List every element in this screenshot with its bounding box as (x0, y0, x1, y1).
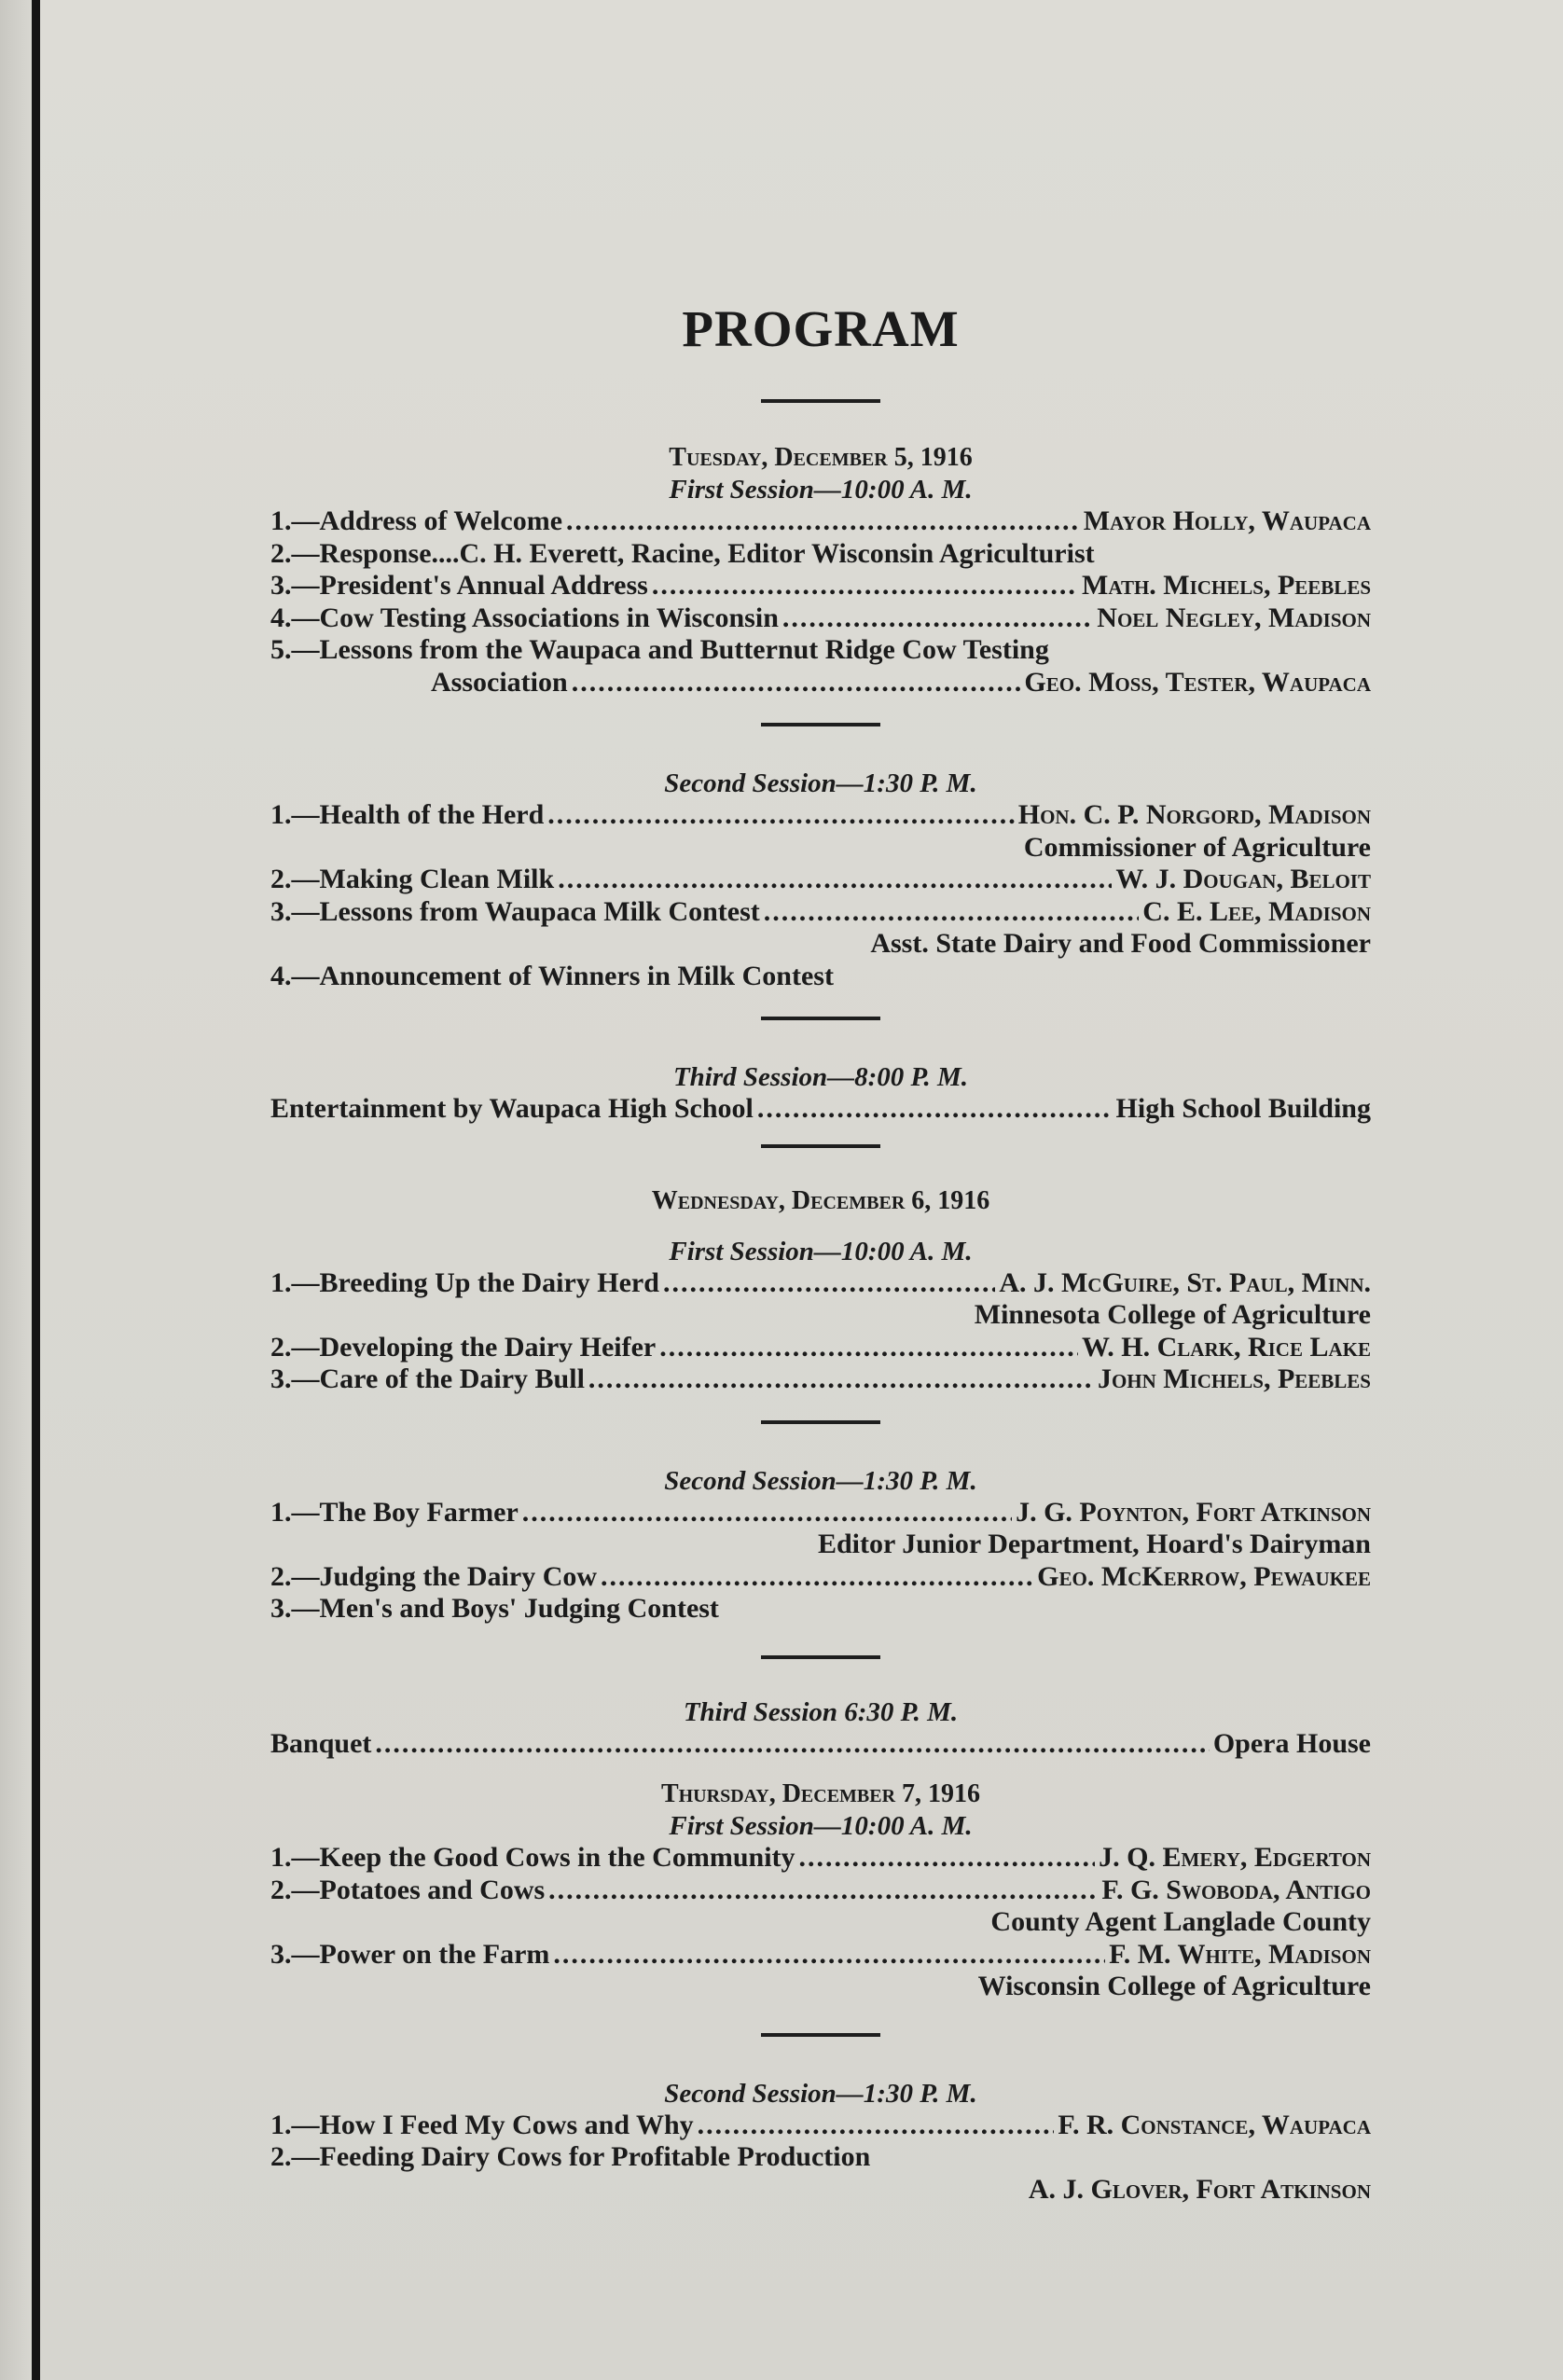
item-speaker: J. Q. Emery, Edgerton (1099, 1842, 1371, 1873)
day-heading: Tuesday, December 5, 1916 (669, 443, 973, 472)
item-topic: The Boy Farmer (319, 1496, 519, 1528)
session-heading: First Session—10:00 A. M. (669, 475, 973, 505)
program-item (270, 1363, 1371, 1396)
item-number: 2.— (270, 1874, 320, 1905)
item-speaker: C. E. Lee, Madison (1142, 895, 1371, 927)
item-speaker: Geo. McKerrow, Pewaukee (1037, 1560, 1371, 1592)
item-topic: Keep the Good Cows in the Community (319, 1842, 795, 1873)
program-item (270, 602, 1371, 635)
item-speaker: Opera House (1212, 1727, 1371, 1759)
program-item (270, 667, 1371, 699)
leader-dots (757, 1093, 1113, 1126)
session-heading: First Session—10:00 A. M. (669, 1236, 973, 1266)
item-topic: Lessons from Waupaca Milk Contest (319, 895, 760, 927)
item-topic: Men's and Boys' Judging Contest (319, 1593, 719, 1624)
item-speaker: W. H. Clark, Rice Lake (1082, 1331, 1371, 1363)
program-item (270, 896, 1371, 929)
item-topic: Care of the Dairy Bull (319, 1363, 585, 1394)
item-topic: Power on the Farm (319, 1938, 550, 1970)
item-topic: Health of the Herd (319, 799, 545, 830)
session-heading: Third Session 6:30 P. M. (683, 1696, 959, 1727)
leader-dots (652, 570, 1078, 602)
item-topic: Developing the Dairy Heifer (319, 1331, 657, 1363)
program-item (270, 1875, 1371, 1907)
item-topic: Association (431, 666, 568, 698)
item-number: 5.— (270, 634, 320, 665)
item-speaker: Geo. Moss, Tester, Waupaca (1024, 666, 1371, 698)
item-number: 1.— (270, 1842, 320, 1873)
leader-dots (553, 1939, 1105, 1972)
session-heading: First Session—10:00 A. M. (669, 1811, 973, 1841)
item-topic: Potatoes and Cows (319, 1874, 546, 1905)
session-heading: Second Session—1:30 P. M. (664, 768, 977, 798)
item-number: 3.— (270, 1938, 320, 1970)
leader-dots (698, 2110, 1055, 2142)
divider (761, 1420, 880, 1424)
session-heading: Second Session—1:30 P. M. (664, 1465, 977, 1496)
item-topic: Cow Testing Associations in Wisconsin (319, 602, 779, 633)
leader-dots (558, 864, 1112, 896)
program-content (270, 298, 1371, 2206)
program-item (270, 538, 1371, 571)
item-topic: Feeding Dairy Cows for Profitable Production (319, 2141, 871, 2172)
program-item (270, 1939, 1371, 1972)
item-speaker: W. J. Dougan, Beloit (1115, 864, 1371, 894)
item-number: 2.— (270, 864, 320, 894)
item-number: 1.— (270, 505, 320, 536)
item-topic: Banquet (270, 1727, 372, 1759)
program-item (270, 1842, 1371, 1875)
item-number: 3.— (270, 1593, 320, 1624)
leader-dots (572, 667, 1021, 699)
leader-dots (782, 602, 1093, 635)
program-item (270, 570, 1371, 602)
item-speaker: Mayor Holly, Waupaca (1083, 505, 1371, 536)
item-topic: Lessons from the Waupaca and Butternut Ridge Cow Testing (319, 634, 1049, 665)
program-item (270, 1497, 1371, 1529)
program-item (270, 2141, 1371, 2174)
program-item (270, 1728, 1371, 1761)
item-speaker: F. M. White, Madison (1109, 1938, 1371, 1970)
item-number: 3.— (270, 570, 320, 601)
item-number: 3.— (270, 1363, 320, 1394)
program-item (270, 505, 1371, 538)
program-item (270, 1267, 1371, 1300)
speaker-affiliation: County Agent Langlade County (990, 1906, 1371, 1937)
item-number: 1.— (270, 2109, 320, 2140)
item-number: 4.— (270, 602, 320, 633)
item-number: 3.— (270, 895, 320, 927)
speaker-affiliation: Asst. State Dairy and Food Commissioner (870, 928, 1371, 959)
item-number: 2.— (270, 2141, 320, 2172)
leader-dots (588, 1363, 1094, 1396)
session-heading: Third Session—8:00 P. M. (672, 1062, 969, 1092)
program-item (270, 1332, 1371, 1364)
leader-dots (663, 1267, 995, 1300)
leader-dots (764, 896, 1140, 929)
item-topic: Response....C. H. Everett, Racine, Editor Wisconsin Agriculturist (319, 537, 1095, 569)
program-item (270, 1093, 1371, 1126)
program-item (270, 799, 1371, 832)
program-item (270, 634, 1371, 667)
item-speaker: J. G. Poynton, Fort Atkinson (1016, 1496, 1371, 1528)
binding-shadow (0, 0, 32, 2380)
divider (761, 1144, 880, 1148)
program-item (270, 2110, 1371, 2142)
program-item (270, 1561, 1371, 1594)
item-topic: How I Feed My Cows and Why (319, 2109, 694, 2140)
leader-dots (548, 1875, 1098, 1907)
program-item (270, 1593, 1371, 1626)
item-topic: Judging the Dairy Cow (319, 1560, 598, 1592)
speaker-affiliation: A. J. Glover, Fort Atkinson (1028, 2173, 1371, 2205)
speaker-affiliation: Commissioner of Agriculture (1023, 831, 1371, 863)
session-heading: Second Session—1:30 P. M. (664, 2078, 977, 2109)
leader-dots (547, 799, 1014, 832)
item-speaker: Hon. C. P. Norgord, Madison (1017, 799, 1371, 830)
item-speaker: F. R. Constance, Waupaca (1058, 2109, 1371, 2140)
program-item (270, 864, 1371, 896)
item-speaker: A. J. McGuire, St. Paul, Minn. (999, 1266, 1371, 1298)
leader-dots (601, 1561, 1033, 1594)
item-speaker: Noel Negley, Madison (1097, 602, 1371, 633)
item-number: 2.— (270, 537, 320, 569)
program-item (270, 961, 1371, 993)
page-title: PROGRAM (682, 300, 960, 357)
item-number: 1.— (270, 1496, 320, 1528)
item-topic: President's Annual Address (319, 570, 648, 601)
divider (761, 399, 880, 403)
item-topic: Address of Welcome (319, 505, 563, 536)
item-speaker: John Michels, Peebles (1097, 1363, 1371, 1394)
leader-dots (799, 1842, 1096, 1875)
speaker-affiliation: Editor Junior Department, Hoard's Dairyman (817, 1529, 1371, 1559)
divider (761, 2033, 880, 2037)
leader-dots (566, 505, 1080, 538)
divider (761, 1655, 880, 1659)
divider (761, 1017, 880, 1020)
leader-dots (375, 1728, 1209, 1761)
speaker-affiliation: Wisconsin College of Agriculture (977, 1971, 1371, 2001)
item-topic: Announcement of Winners in Milk Contest (319, 960, 834, 991)
item-number: 2.— (270, 1331, 320, 1363)
leader-dots (522, 1497, 1012, 1529)
item-speaker: High School Building (1115, 1093, 1371, 1124)
item-number: 2.— (270, 1560, 320, 1592)
item-speaker: Math. Michels, Peebles (1082, 570, 1371, 601)
speaker-affiliation: Minnesota College of Agriculture (974, 1299, 1371, 1330)
item-topic: Entertainment by Waupaca High School (270, 1093, 754, 1124)
divider (761, 723, 880, 726)
day-heading: Thursday, December 7, 1916 (660, 1779, 981, 1808)
binding-edge (32, 0, 40, 2380)
item-topic: Making Clean Milk (319, 864, 555, 894)
item-topic: Breeding Up the Dairy Herd (319, 1266, 659, 1298)
day-heading: Wednesday, December 6, 1916 (651, 1185, 990, 1215)
leader-dots (659, 1332, 1078, 1364)
item-number: 1.— (270, 799, 320, 830)
item-number: 4.— (270, 960, 320, 991)
item-number: 1.— (270, 1266, 320, 1298)
item-speaker: F. G. Swoboda, Antigo (1101, 1874, 1371, 1905)
